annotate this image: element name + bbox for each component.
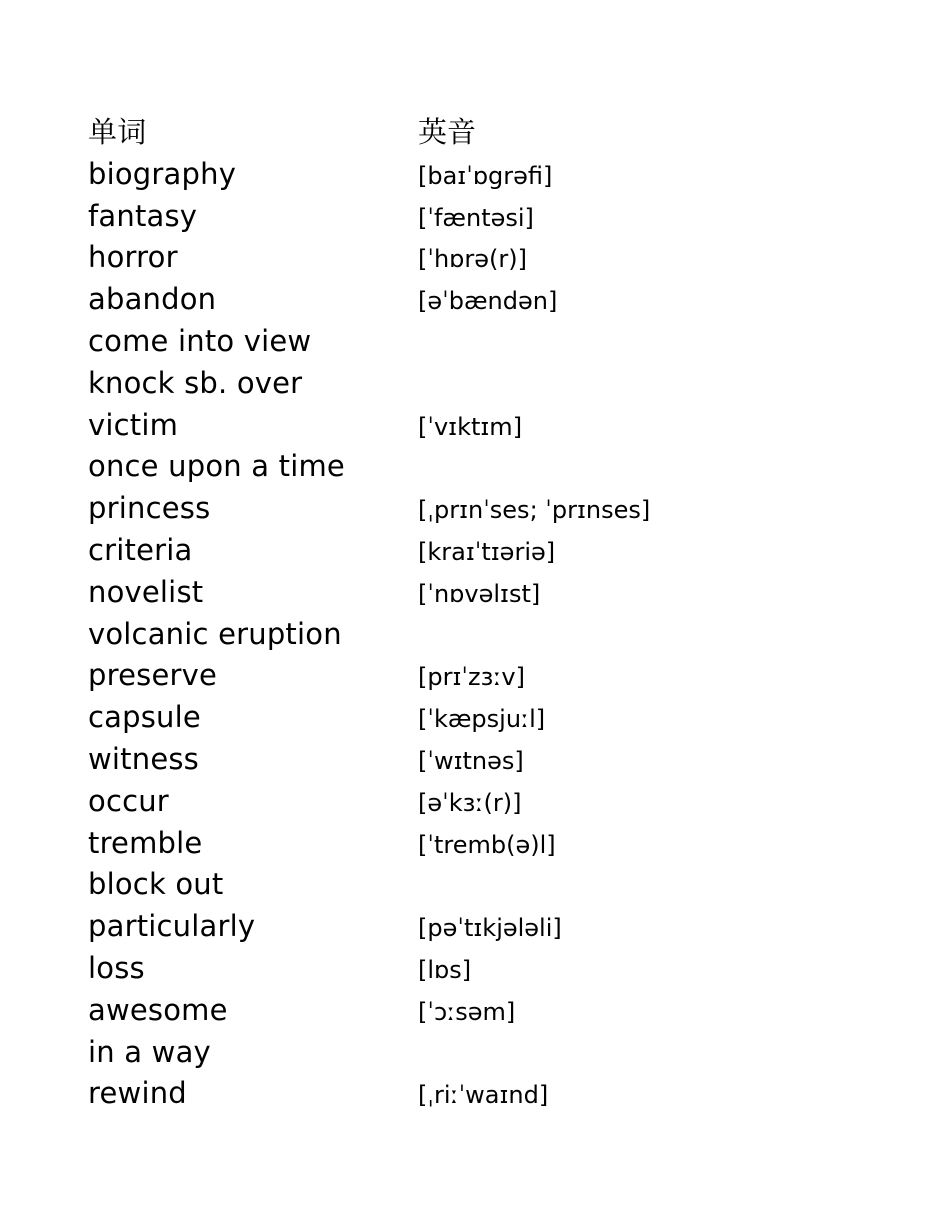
word: occur xyxy=(88,783,169,818)
word: come into view xyxy=(88,323,312,358)
phonetic: [lɒs] xyxy=(418,955,472,984)
vocabulary-list xyxy=(88,112,908,1115)
phonetic: [baɪˈɒgrəfi] xyxy=(418,161,553,190)
phonetic: [əˈkɜː(r)] xyxy=(418,788,522,817)
vocab-row xyxy=(88,739,908,781)
vocab-row xyxy=(88,1073,908,1115)
vocab-row xyxy=(88,154,908,196)
word: in a way xyxy=(88,1034,211,1069)
vocab-row xyxy=(88,279,908,321)
phonetic: [ˈɔːsəm] xyxy=(418,997,516,1026)
phonetic: [pəˈtɪkjələli] xyxy=(418,914,562,943)
phonetic: [ˈnɒvəlɪst] xyxy=(418,579,541,608)
phonetic: [kraɪˈtɪəriə] xyxy=(418,537,556,566)
word: fantasy xyxy=(88,198,198,233)
word: particularly xyxy=(88,909,256,944)
vocab-row xyxy=(88,237,908,279)
phonetic: [ˈvɪktɪm] xyxy=(418,412,523,441)
vocab-row xyxy=(88,488,908,530)
word: once upon a time xyxy=(88,449,345,484)
phonetic: [əˈbændən] xyxy=(418,287,558,316)
word: block out xyxy=(88,867,224,902)
vocab-row xyxy=(88,823,908,865)
word: horror xyxy=(88,240,178,275)
header-row xyxy=(88,112,908,154)
word: preserve xyxy=(88,658,218,693)
vocab-row xyxy=(88,446,908,488)
word: victim xyxy=(88,407,179,442)
vocab-row xyxy=(88,321,908,363)
phonetic: [ˈfæntəsi] xyxy=(418,203,534,232)
word: tremble xyxy=(88,825,203,860)
word-column-header: 单词 xyxy=(88,115,147,149)
word: capsule xyxy=(88,700,201,735)
vocab-row xyxy=(88,990,908,1032)
vocab-row xyxy=(88,697,908,739)
vocab-row xyxy=(88,906,908,948)
word: volcanic eruption xyxy=(88,616,342,651)
phonetic: [ˈkæpsjuːl] xyxy=(418,705,546,734)
word: knock sb. over xyxy=(88,365,303,400)
word: novelist xyxy=(88,574,204,609)
vocab-row xyxy=(88,405,908,447)
vocab-row xyxy=(88,614,908,656)
word: rewind xyxy=(88,1076,187,1111)
word: princess xyxy=(88,491,211,526)
word: witness xyxy=(88,741,199,776)
vocab-row xyxy=(88,781,908,823)
phonetic: [prɪˈzɜːv] xyxy=(418,663,525,692)
vocab-row xyxy=(88,655,908,697)
phonetic: [ˌriːˈwaɪnd] xyxy=(418,1081,549,1110)
phonetic: [ˈhɒrə(r)] xyxy=(418,245,527,274)
vocab-row xyxy=(88,196,908,238)
vocab-row xyxy=(88,864,908,906)
word: abandon xyxy=(88,282,217,317)
phonetic: [ˌprɪnˈses; ˈprɪnses] xyxy=(418,496,651,525)
word: biography xyxy=(88,156,237,191)
vocab-row xyxy=(88,1032,908,1074)
vocab-row xyxy=(88,363,908,405)
word: loss xyxy=(88,950,145,985)
vocab-row xyxy=(88,948,908,990)
word: criteria xyxy=(88,532,193,567)
vocab-row xyxy=(88,572,908,614)
phonetic-column-header: 英音 xyxy=(418,115,477,149)
word: awesome xyxy=(88,992,228,1027)
phonetic: [ˈwɪtnəs] xyxy=(418,746,524,775)
phonetic: [ˈtremb(ə)l] xyxy=(418,830,556,859)
vocab-row xyxy=(88,530,908,572)
